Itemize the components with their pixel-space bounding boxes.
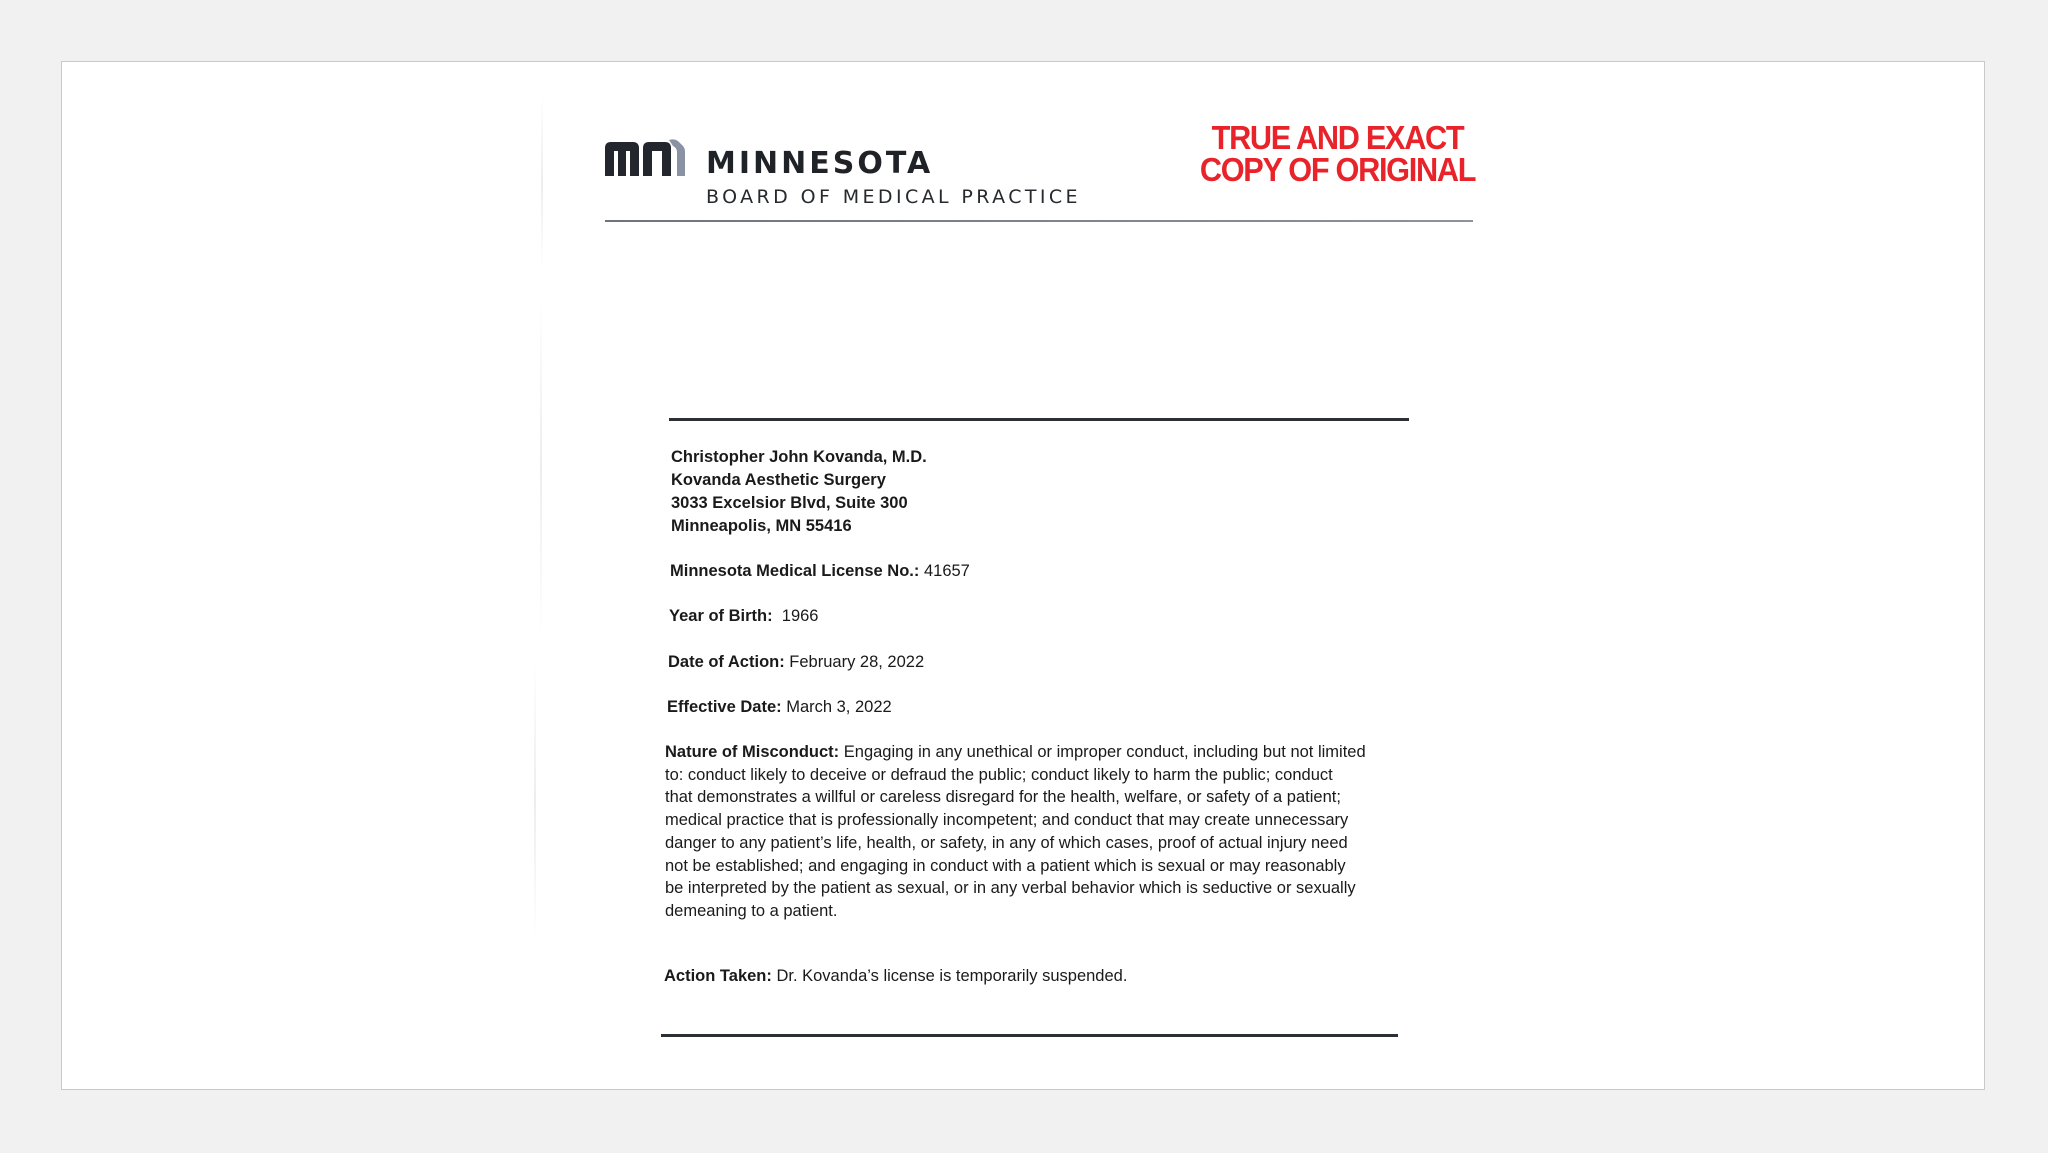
- misconduct-line: be interpreted by the patient as sexual, or in any verbal behavior which is seductive or sexually: [665, 879, 1356, 898]
- misconduct-line: to: conduct likely to deceive or defraud the public; conduct likely to harm the public; conduct: [665, 765, 1333, 784]
- recipient-practice: Kovanda Aesthetic Surgery: [671, 471, 886, 489]
- top-rule: [669, 418, 1409, 421]
- scan-edge: [541, 95, 543, 270]
- certification-stamp: [1198, 119, 1477, 188]
- birth-label: Year of Birth:: [669, 607, 773, 625]
- stamp-line-1: TRUE AND EXACT: [1211, 119, 1464, 156]
- action-taken-row: [664, 967, 1127, 986]
- recipient-city: Minneapolis, MN 55416: [671, 517, 852, 535]
- birth-row: [669, 607, 818, 626]
- license-label: Minnesota Medical License No.:: [670, 562, 920, 580]
- action-date-label: Date of Action:: [668, 653, 785, 671]
- license-value: 41657: [919, 562, 970, 580]
- action-taken-label: Action Taken:: [664, 967, 772, 985]
- header-divider: [605, 220, 1473, 222]
- action-taken-value: Dr. Kovanda’s license is temporarily suspended.: [771, 967, 1128, 985]
- misconduct-line: danger to any patient’s life, health, or safety, in any of which cases, proof of actual injury need: [665, 833, 1348, 852]
- license-row: [670, 562, 970, 581]
- effective-date-label: Effective Date:: [667, 698, 782, 716]
- document-page: [61, 61, 1985, 1090]
- action-date-value: February 28, 2022: [784, 653, 925, 671]
- scan-edge: [534, 660, 536, 940]
- stamp-line-2: COPY OF ORIGINAL: [1199, 151, 1476, 188]
- action-date-row: [668, 653, 924, 672]
- misconduct-line: Nature of Misconduct: Engaging in any unethical or improper conduct, including but not limited: [665, 743, 1366, 761]
- misconduct-label: Nature of Misconduct:: [665, 743, 840, 761]
- bottom-rule: [661, 1034, 1398, 1037]
- misconduct-line: not be established; and engaging in conduct with a patient which is sexual or may reasonably: [665, 856, 1346, 875]
- org-subtitle: BOARD OF MEDICAL PRACTICE: [706, 186, 1081, 208]
- recipient-name: Christopher John Kovanda, M.D.: [671, 448, 927, 466]
- misconduct-line: medical practice that is professionally incompetent; and conduct that may create unnecessary: [665, 811, 1349, 830]
- misconduct-line: demeaning to a patient.: [665, 901, 838, 920]
- recipient-street: 3033 Excelsior Blvd, Suite 300: [671, 494, 908, 512]
- birth-value: 1966: [772, 607, 819, 625]
- misconduct-paragraph: [665, 741, 1405, 923]
- misconduct-line: that demonstrates a willful or careless disregard for the health, welfare, or safety of a patient;: [665, 788, 1341, 807]
- scan-edge: [540, 295, 542, 640]
- org-name: MINNESOTA: [706, 146, 934, 181]
- effective-date-row: [667, 698, 892, 717]
- effective-date-value: March 3, 2022: [781, 698, 892, 716]
- mn-logo-icon: [603, 138, 691, 178]
